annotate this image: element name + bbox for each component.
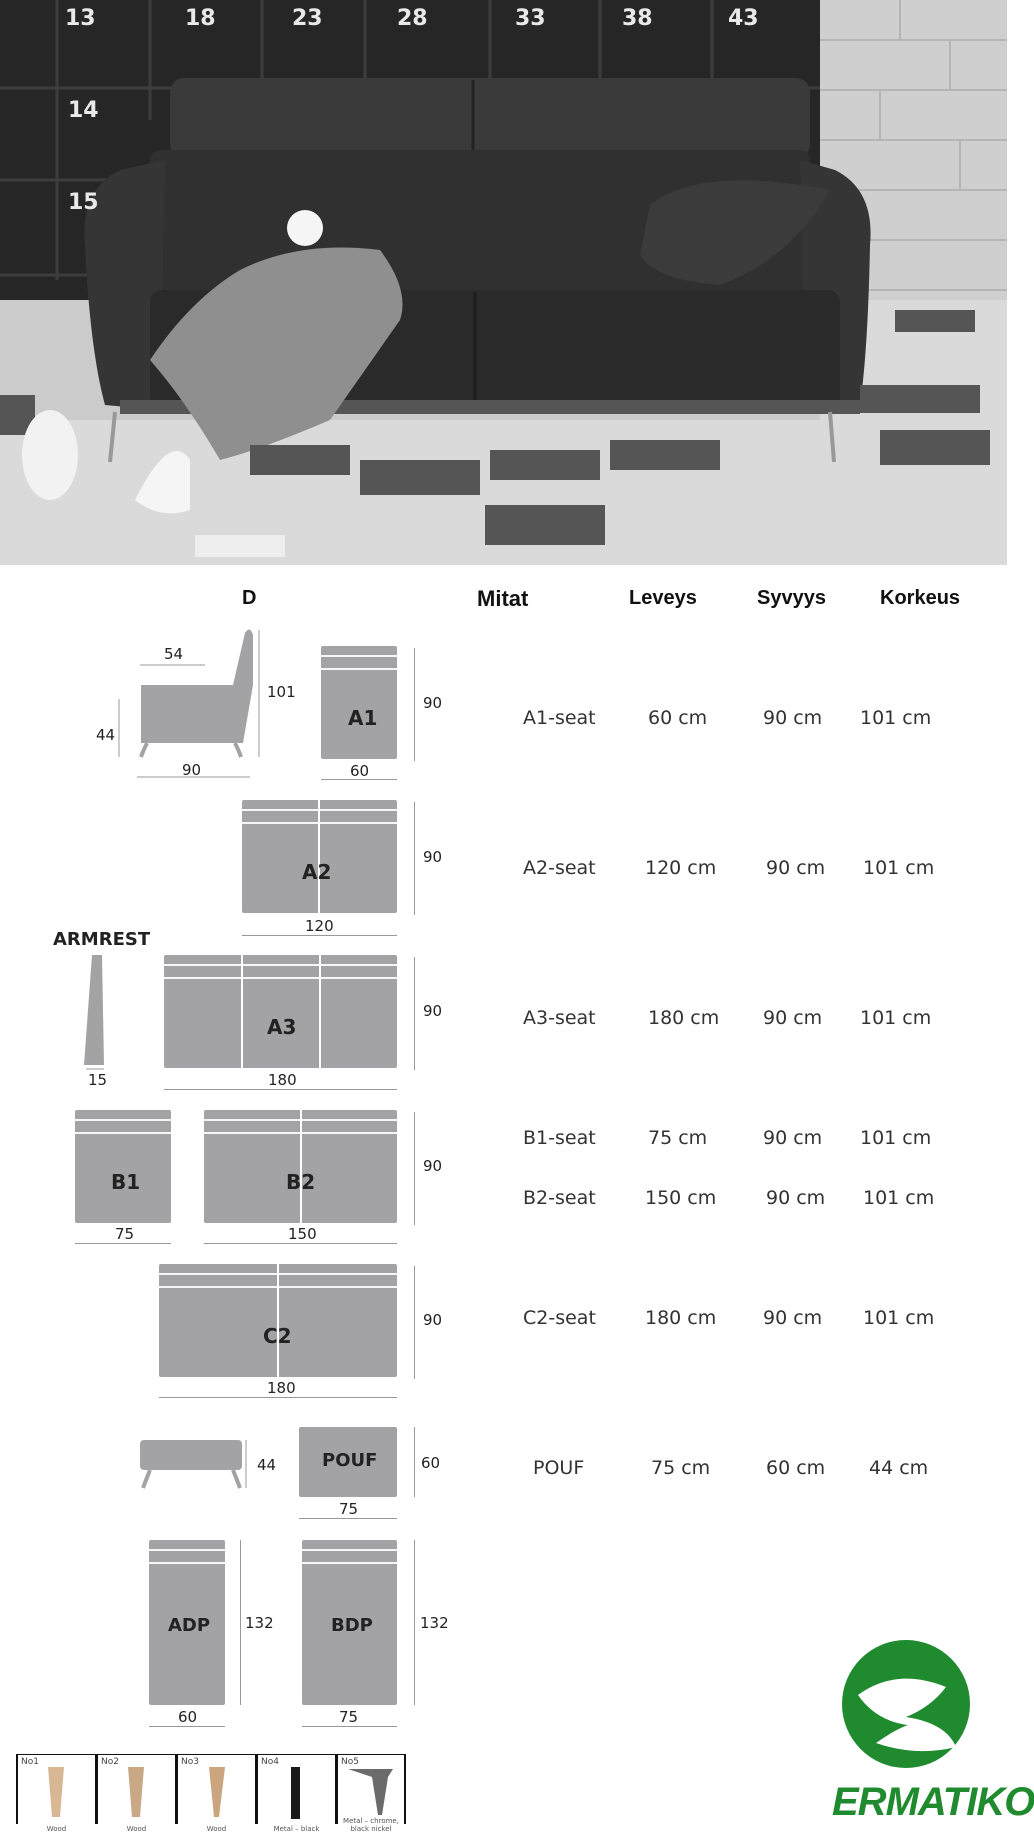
leg-number: No3 [181, 1757, 199, 1767]
row-name: A3-seat [523, 1007, 596, 1029]
row-depth: 90 cm [763, 707, 823, 729]
dim-adp-width: 60 [178, 1708, 198, 1726]
module-b1-label: B1 [111, 1170, 141, 1194]
dim-c2-width: 180 [267, 1379, 296, 1397]
leg-option [98, 1755, 175, 1835]
module-pouf-label: POUF [322, 1450, 378, 1471]
leg-number: No1 [21, 1757, 39, 1767]
locker-number: 14 [68, 98, 99, 123]
row-name: B1-seat [523, 1127, 596, 1149]
leg-number: No2 [101, 1757, 119, 1767]
dim-line [299, 1518, 397, 1519]
locker-number: 33 [515, 6, 546, 31]
row-name: A2-seat [523, 857, 596, 879]
dim-adp-depth: 132 [245, 1614, 274, 1632]
dim-pouf-side-height: 44 [257, 1456, 277, 1474]
dim-side-height: 101 [267, 683, 296, 701]
row-height: 44 cm [869, 1457, 929, 1479]
locker-number: 43 [728, 6, 759, 31]
wooden-leg-icon [98, 1755, 175, 1835]
dim-line [149, 1726, 225, 1727]
dim-bdp-width: 75 [339, 1708, 359, 1726]
row-height: 101 cm [863, 1187, 935, 1209]
leg-option [338, 1755, 404, 1835]
locker-number: 13 [65, 6, 96, 31]
row-depth: 90 cm [763, 1127, 823, 1149]
module-bdp [302, 1540, 397, 1705]
leg-option [18, 1755, 95, 1835]
locker-number: 28 [397, 6, 428, 31]
dim-a2-width: 120 [305, 917, 334, 935]
row-width: 75 cm [648, 1127, 708, 1149]
row-width: 180 cm [645, 1307, 717, 1329]
row-height: 101 cm [863, 1307, 935, 1329]
leg-option [178, 1755, 255, 1835]
col-header-korkeus: Korkeus [880, 587, 961, 609]
row-depth: 90 cm [763, 1007, 823, 1029]
module-b2-label: B2 [286, 1170, 316, 1194]
dim-armrest-width: 15 [88, 1071, 108, 1089]
locker-number: 15 [68, 190, 99, 215]
module-a1-label: A1 [348, 706, 378, 730]
module-a2 [242, 800, 397, 913]
module-a1 [321, 646, 397, 759]
row-name: A1-seat [523, 707, 596, 729]
dim-a2-depth: 90 [423, 848, 443, 866]
row-name: C2-seat [523, 1307, 596, 1329]
row-name: POUF [533, 1457, 585, 1479]
dim-b1-width: 75 [115, 1225, 135, 1243]
dim-line [414, 957, 415, 1070]
pouf-side-drawing [138, 1438, 248, 1493]
sofa-illustration [0, 0, 1007, 565]
locker-number: 38 [622, 6, 653, 31]
row-width: 120 cm [645, 857, 717, 879]
leg-caption: Wood [126, 1825, 147, 1833]
wooden-leg-icon [178, 1755, 255, 1835]
row-width: 150 cm [645, 1187, 717, 1209]
dim-b2-depth: 90 [423, 1157, 443, 1175]
leg-caption: Metal – black [273, 1825, 320, 1833]
module-c2 [159, 1264, 397, 1377]
dim-a3-width: 180 [268, 1071, 297, 1089]
dim-a3-depth: 90 [423, 1002, 443, 1020]
module-b1 [75, 1110, 171, 1223]
dim-bdp-depth: 132 [420, 1614, 449, 1632]
dim-line [204, 1243, 397, 1244]
header-fragment: D [242, 587, 257, 609]
leg-caption: Metal – chrome, black nickel [343, 1817, 399, 1833]
dim-c2-depth: 90 [423, 1311, 443, 1329]
dim-line [164, 1089, 397, 1090]
row-depth: 90 cm [763, 1307, 823, 1329]
dim-line [414, 648, 415, 761]
metal-leg-icon [258, 1755, 335, 1835]
row-height: 101 cm [860, 707, 932, 729]
row-name: B2-seat [523, 1187, 596, 1209]
locker-number: 23 [292, 6, 323, 31]
row-height: 101 cm [863, 857, 935, 879]
dim-line [159, 1397, 397, 1398]
col-header-syvyys: Syvyys [757, 587, 826, 609]
dim-line [75, 1243, 171, 1244]
armrest-title: ARMREST [53, 929, 151, 950]
leg-number: No5 [341, 1757, 359, 1767]
dim-line [240, 1540, 241, 1705]
module-adp-label: ADP [168, 1615, 211, 1636]
module-bdp-label: BDP [331, 1615, 373, 1636]
dim-line [414, 1266, 415, 1379]
module-c2-label: C2 [263, 1324, 292, 1348]
module-adp [149, 1540, 225, 1705]
locker-number: 18 [185, 6, 216, 31]
dim-line [414, 1427, 415, 1497]
dim-pouf-width: 75 [339, 1500, 359, 1518]
row-depth: 60 cm [766, 1457, 826, 1479]
side-profile-drawing [95, 625, 285, 765]
module-a3 [164, 955, 397, 1068]
dim-b2-width: 150 [288, 1225, 317, 1243]
dim-side-depth: 54 [164, 645, 184, 663]
row-width: 60 cm [648, 707, 708, 729]
dim-side-width: 90 [182, 761, 202, 779]
module-pouf [299, 1427, 397, 1497]
row-depth: 90 cm [766, 857, 826, 879]
module-a3-label: A3 [267, 1015, 297, 1039]
dim-pouf-depth: 60 [421, 1454, 441, 1472]
col-header-mitat: Mitat [477, 586, 529, 611]
ermatiko-logo-icon [836, 1637, 976, 1772]
row-width: 180 cm [648, 1007, 720, 1029]
row-height: 101 cm [860, 1007, 932, 1029]
leg-option [258, 1755, 335, 1835]
dim-line [414, 1540, 415, 1705]
module-b2 [204, 1110, 397, 1223]
dim-line [414, 1112, 415, 1225]
row-depth: 90 cm [766, 1187, 826, 1209]
leg-caption: Wood [46, 1825, 67, 1833]
armrest-drawing [82, 955, 112, 1070]
dim-line [302, 1726, 397, 1727]
hero-photo [0, 0, 1007, 565]
dim-side-seat-height: 44 [96, 726, 116, 744]
col-header-leveys: Leveys [629, 587, 697, 609]
dim-line [242, 935, 397, 936]
row-height: 101 cm [860, 1127, 932, 1149]
wooden-leg-icon [18, 1755, 95, 1835]
dim-a1-depth: 90 [423, 694, 443, 712]
brand-name: ERMATIKO [832, 1780, 1034, 1824]
row-width: 75 cm [651, 1457, 711, 1479]
dim-line [414, 802, 415, 915]
leg-caption: Wood [206, 1825, 227, 1833]
module-a2-label: A2 [302, 860, 332, 884]
dim-a1-width: 60 [350, 762, 370, 780]
leg-number: No4 [261, 1757, 279, 1767]
